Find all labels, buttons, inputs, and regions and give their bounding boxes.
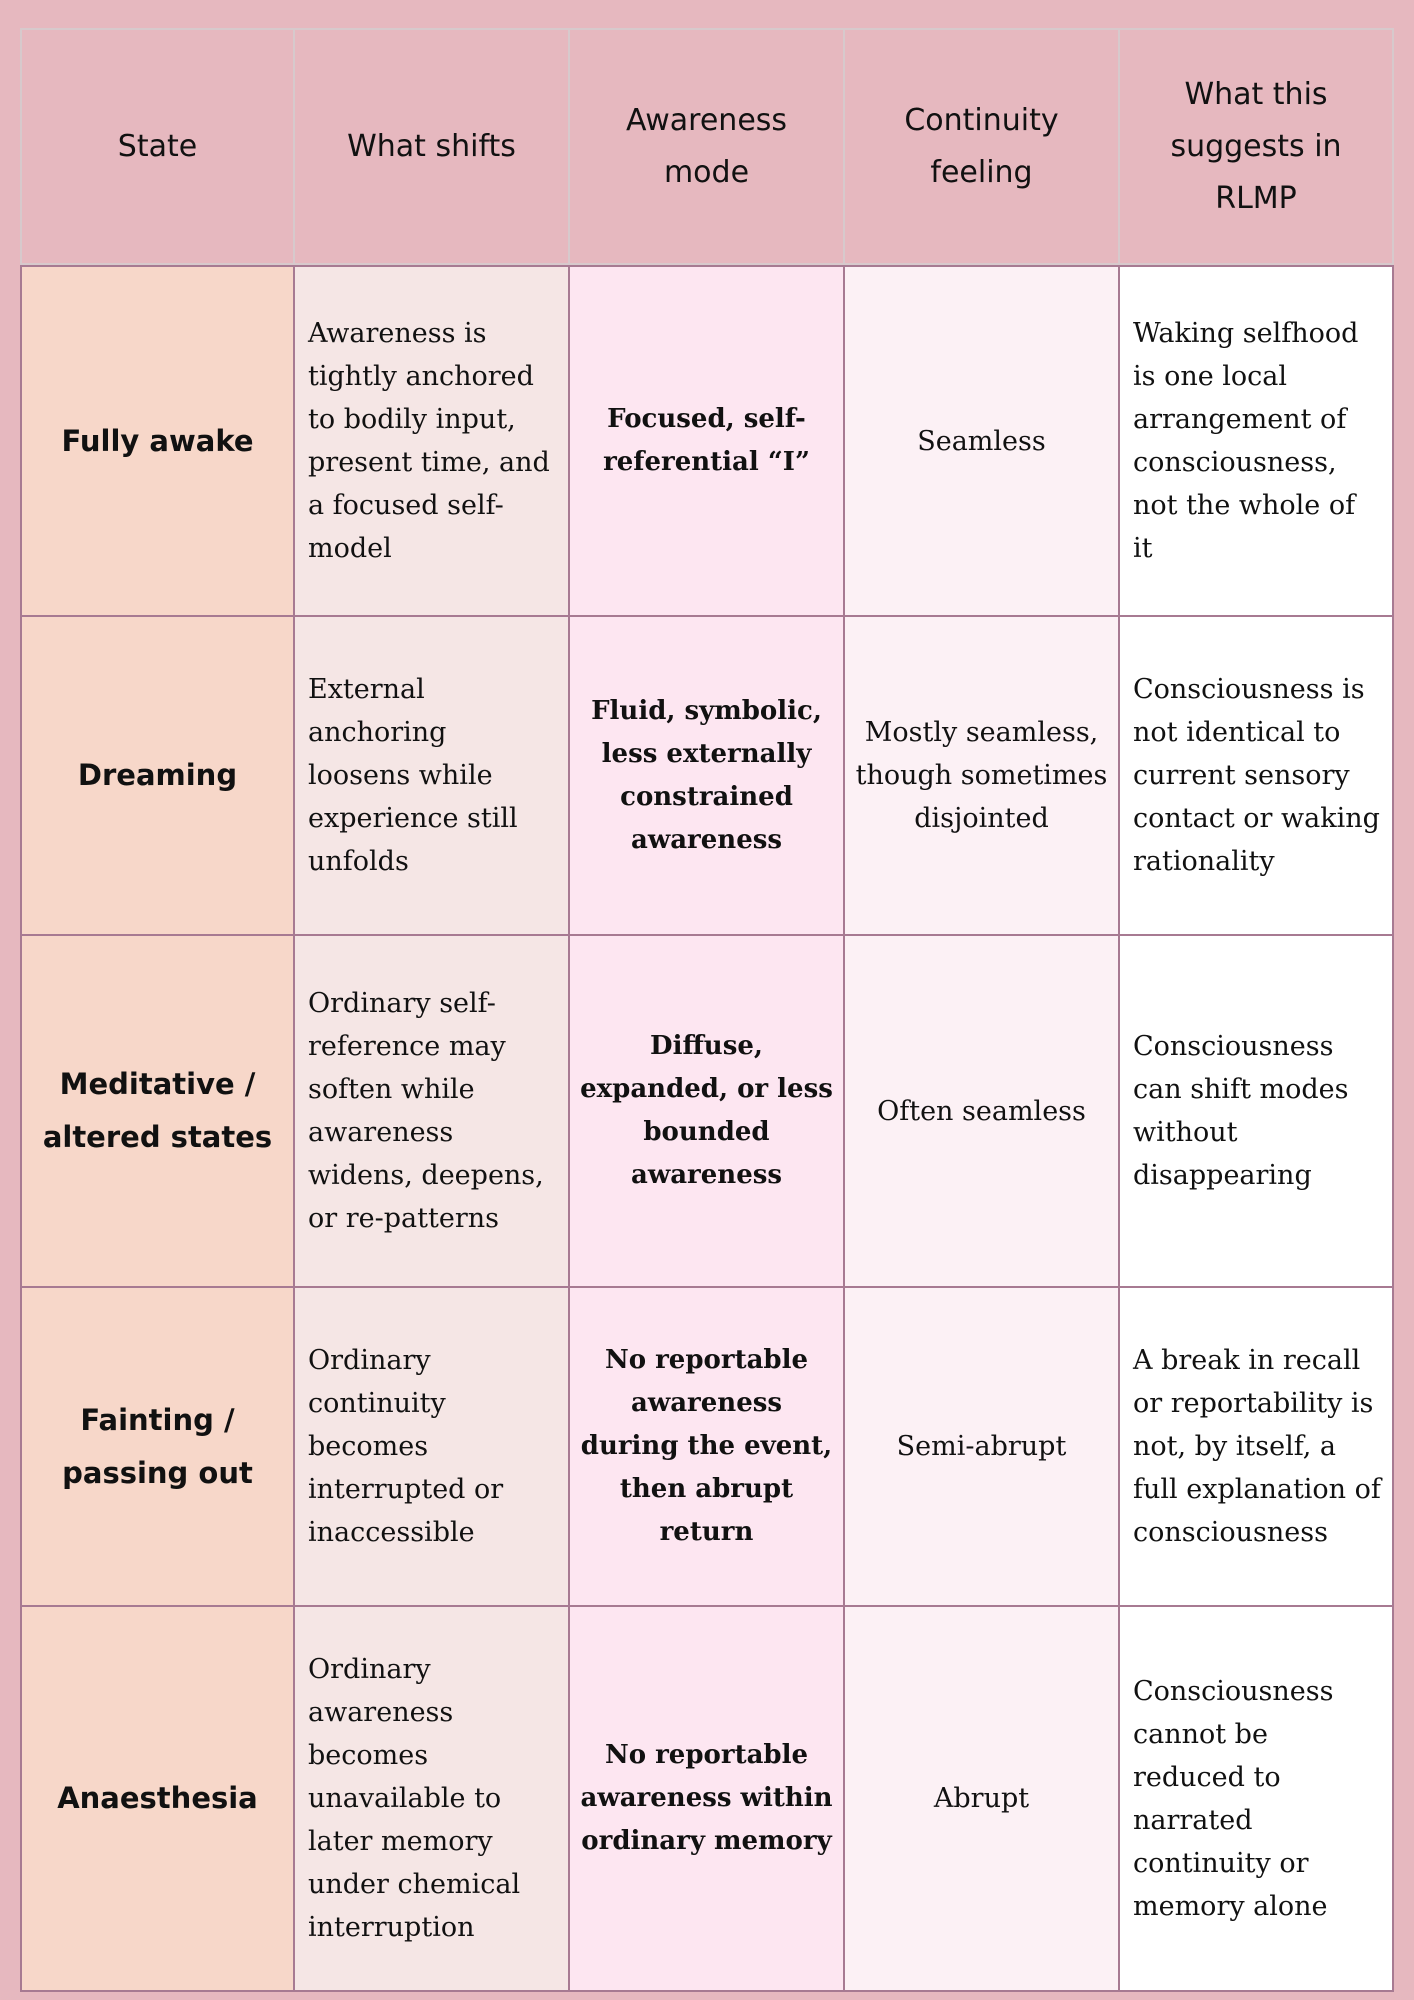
- row-state-cell: Fainting / passing out: [20, 1288, 295, 1607]
- row-mode-cell: Focused, self-referential “I”: [570, 265, 845, 617]
- header-awareness-mode: Awareness mode: [570, 28, 845, 265]
- row-suggests-cell: Consciousness cannot be reduced to narrated continuity or memory alone: [1120, 1607, 1394, 1992]
- row-shift-cell: Ordinary self-reference may soften while awareness widens, deepens, or re-patterns: [295, 936, 570, 1288]
- row-suggests-cell: Waking selfhood is one local arrangement of consciousness, not the whole of it: [1120, 265, 1394, 617]
- row-mode-cell: No reportable awareness within ordinary memory: [570, 1607, 845, 1992]
- row-mode-cell: Fluid, symbolic, less externally constrained awareness: [570, 617, 845, 936]
- row-continuity-cell: Seamless: [845, 265, 1120, 617]
- row-continuity-cell: Abrupt: [845, 1607, 1120, 1992]
- row-suggests-cell: A break in recall or reportability is not, by itself, a full explanation of consciousness: [1120, 1288, 1394, 1607]
- comparison-table: [20, 28, 1394, 1992]
- header-rlmp-suggestion: What this suggests in RLMP: [1120, 28, 1394, 265]
- row-state-cell: Anaesthesia: [20, 1607, 295, 1992]
- row-continuity-cell: Mostly seamless, though sometimes disjointed: [845, 617, 1120, 936]
- row-state-cell: Meditative / altered states: [20, 936, 295, 1288]
- row-continuity-cell: Often seamless: [845, 936, 1120, 1288]
- row-shift-cell: Ordinary awareness becomes unavailable to later memory under chemical interruption: [295, 1607, 570, 1992]
- row-mode-cell: No reportable awareness during the event, then abrupt return: [570, 1288, 845, 1607]
- row-suggests-cell: Consciousness can shift modes without disappearing: [1120, 936, 1394, 1288]
- row-suggests-cell: Consciousness is not identical to current sensory contact or waking rationality: [1120, 617, 1394, 936]
- row-state-cell: Dreaming: [20, 617, 295, 936]
- row-mode-cell: Diffuse, expanded, or less bounded awareness: [570, 936, 845, 1288]
- header-state: State: [20, 28, 295, 265]
- row-continuity-cell: Semi-abrupt: [845, 1288, 1120, 1607]
- header-continuity-feeling: Continuity feeling: [845, 28, 1120, 265]
- row-shift-cell: Awareness is tightly anchored to bodily input, present time, and a focused self-model: [295, 265, 570, 617]
- row-shift-cell: Ordinary continuity becomes interrupted or inaccessible: [295, 1288, 570, 1607]
- row-state-cell: Fully awake: [20, 265, 295, 617]
- header-what-shifts: What shifts: [295, 28, 570, 265]
- row-shift-cell: External anchoring loosens while experience still unfolds: [295, 617, 570, 936]
